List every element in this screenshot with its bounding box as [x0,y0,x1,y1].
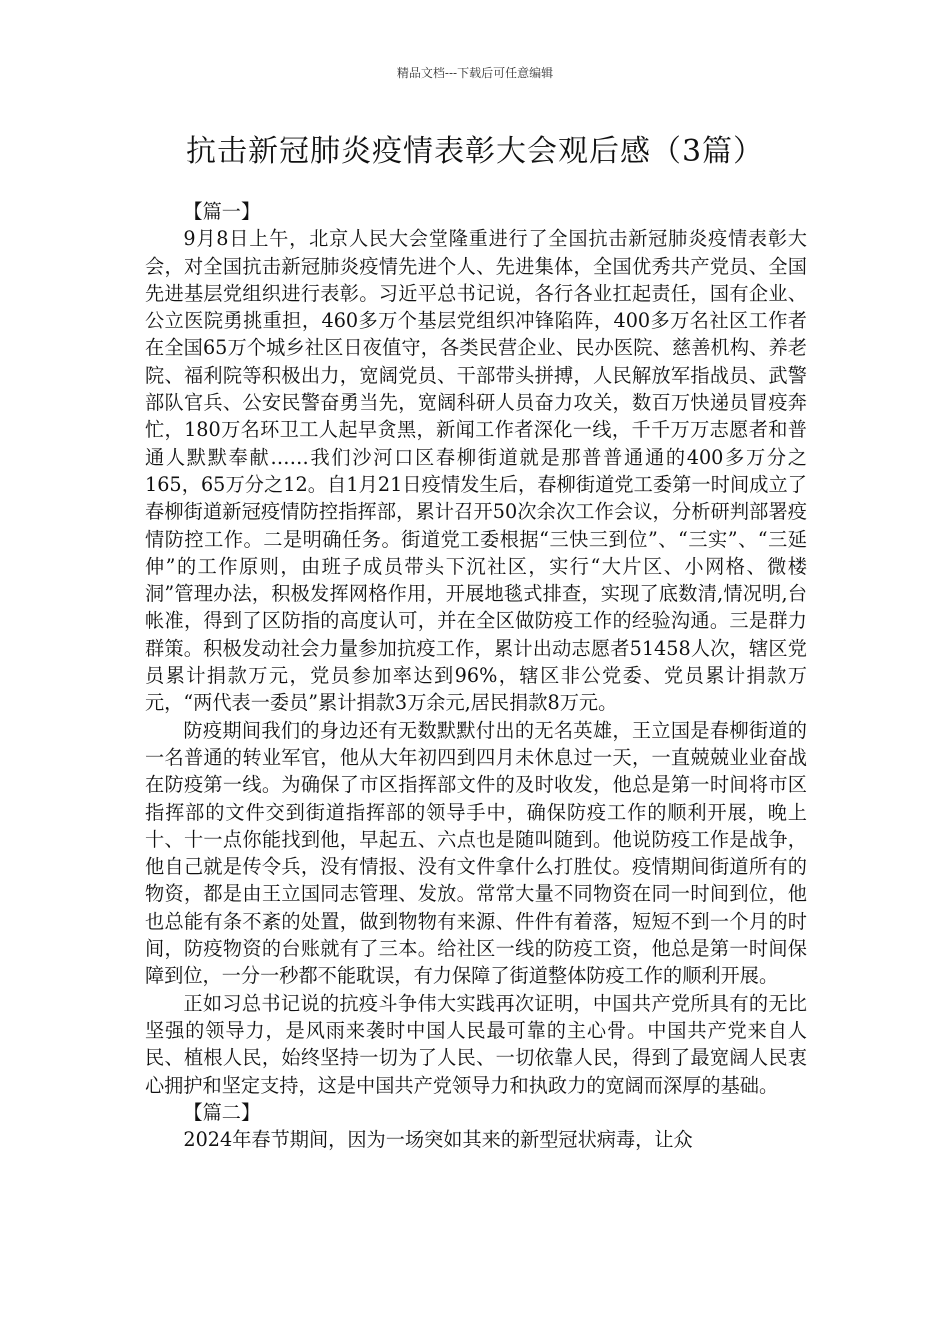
section-label: 【篇二】 [183,1100,261,1124]
paragraph: 9月8日上午，北京人民大会堂隆重进行了全国抗击新冠肺炎疫情表彰大会，对全国抗击新冠肺炎疫情先进个人、先进集体，全国优秀共产党员、全国先进基层党组织进行表彰。习近平总书记说，各行各业扛起责任，国有企业、公立医院勇挑重担，460多万个基层党组织冲锋陷阵，400多万名社区工作者在全国65万个城乡社区日夜值守，各类民营企业、民办医院、慈善机构、养老院、福利院等积极出力，宽阔党员、干部带头拼搏，人民解放军指战员、武警部队官兵、公安民警奋勇当先，宽阔科研人员奋力攻关，数百万快递员冒疫奔忙，180万名环卫工人起早贪黑，新闻工作者深化一线，千千万万志愿者和普通人默默奉献……我们沙河口区春柳街道就是那普普通通的400多万分之165，65万分之12。自1月21日疫情发生后，春柳街道党工委第一时间成立了春柳街道新冠疫情防控指挥部，累计召开50次余次工作会议，分析研判部署疫情防控工作。二是明确任务。街道党工委根据“三快三到位”、“三实”、“三延伸”的工作原则，由班子成员带头下沉社区，实行“大片区、小网格、微楼洞”管理办法，积极发挥网格作用，开展地毯式排查，实现了底数清,情况明,台帐准，得到了区防指的高度认可，并在全区做防疫工作的经验沟通。三是群力群策。积极发动社会力量参加抗疫工作，累计出动志愿者51458人次，辖区党员累计捐款万元，党员参加率达到96%，辖区非公党委、党员累计捐款万元，“两代表一委员”累计捐款3万余元,居民捐款8万元。 [145,227,807,715]
paragraph: 防疫期间我们的身边还有无数默默付出的无名英雄，王立国是春柳街道的一名普通的转业军官，他从大年初四到四月未休息过一天，一直兢兢业业奋战在防疫第一线。为确保了市区指挥部文件的及时收发，他总是第一时间将市区指挥部的文件交到街道指挥部的领导手中，确保防疫工作的顺利开展，晚上十、十一点你能找到他，早起五、六点也是随叫随到。他说防疫工作是战争，他自己就是传令兵，没有情报、没有文件拿什么打胜仗。疫情期间街道所有的物资，都是由王立国同志管理、发放。常常大量不同物资在同一时间到位，他也总能有条不紊的处置，做到物物有来源、件件有着落，短短不到一个月的时间，防疫物资的台账就有了三本。给社区一线的防疫工资，他总是第一时间保障到位，一分一秒都不能耽误，有力保障了街道整体防疫工作的顺利开展。 [145,718,807,988]
document-body [145,198,807,1153]
header-note: 精品文档---下载后可任意编辑 [396,66,554,80]
section-label: 【篇一】 [183,200,261,223]
document-title: 抗击新冠肺炎疫情表彰大会观后感（3篇） [185,134,765,169]
paragraph: 正如习总书记说的抗疫斗争伟大实践再次证明，中国共产党所具有的无比坚强的领导力，是风雨来袭时中国人民最可靠的主心骨。中国共产党来自人民、植根人民，始终坚持一切为了人民、一切依靠人民，得到了最宽阔人民衷心拥护和坚定支持，这是中国共产党领导力和执政力的宽阔而深厚的基础。 [145,991,807,1097]
paragraph: 2024年春节期间，因为一场突如其来的新型冠状病毒，让众 [183,1128,693,1152]
